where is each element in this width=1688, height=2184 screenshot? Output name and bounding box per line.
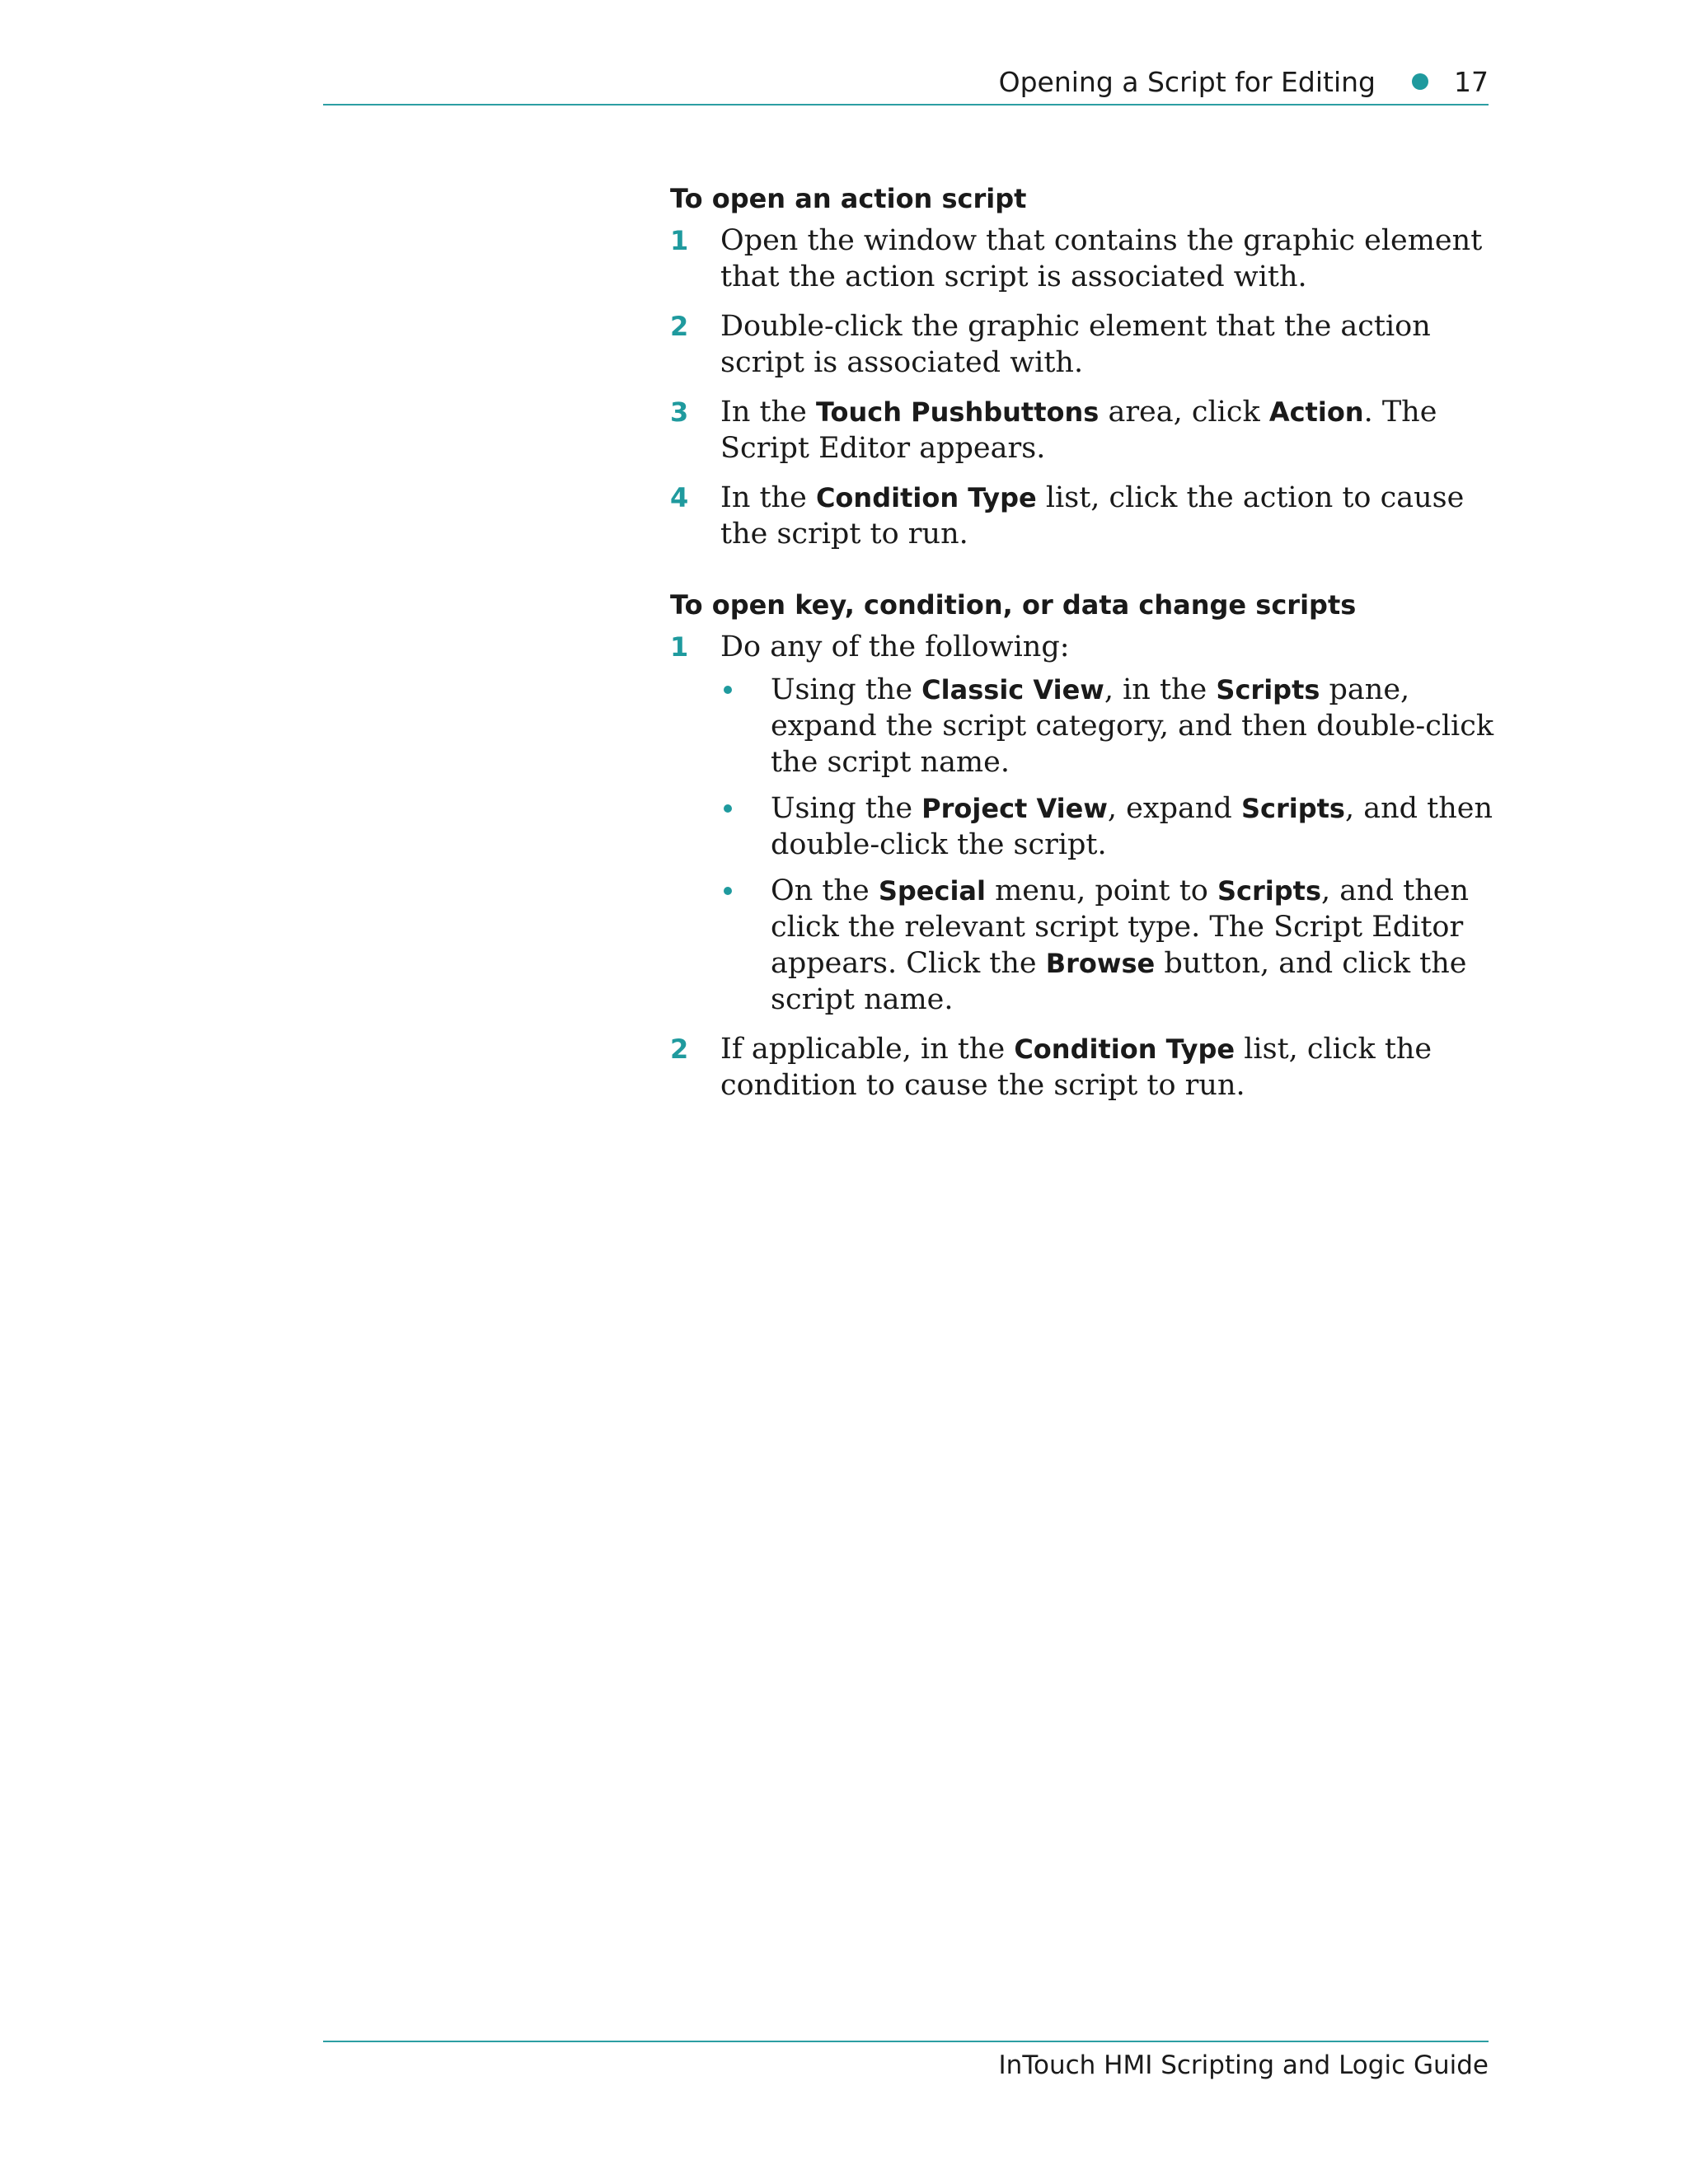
text-run: , and then click the relevant script type. The Script Editor appears. Click the (771, 874, 1470, 980)
text-run: Using the (771, 792, 922, 825)
ui-term: Touch Pushbuttons (815, 396, 1100, 428)
ui-term: Scripts (1217, 875, 1322, 907)
ui-term: Scripts (1240, 793, 1345, 824)
step-number: 2 (670, 311, 689, 342)
step-text: Double-click the graphic element that the action script is associated with. (720, 310, 1431, 379)
text-run: On the (771, 874, 879, 907)
text-run: menu, point to (985, 874, 1217, 907)
step-item (670, 1031, 1494, 1104)
step-text: Do any of the following: (720, 630, 1070, 663)
step-item (670, 629, 1494, 1018)
step-item (670, 480, 1494, 552)
step-item (670, 223, 1494, 295)
ui-term: Condition Type (815, 482, 1037, 513)
ui-term: Classic View (921, 674, 1104, 705)
text-run: , expand (1107, 792, 1241, 825)
text-run: area, click (1099, 396, 1269, 429)
procedure-heading-action-script: To open an action script (670, 183, 1027, 214)
step-text: Open the window that contains the graphic element that the action script is associated with. (720, 224, 1483, 293)
ui-term: Browse (1045, 948, 1156, 979)
text-run: , in the (1104, 673, 1217, 706)
step-number: 1 (670, 225, 689, 256)
text-run: list, click the action to cause the script to run. (720, 481, 1465, 551)
bullet-list (720, 672, 1494, 1018)
text-run: Using the (771, 673, 922, 706)
step-number: 4 (670, 482, 689, 513)
bullet-dot-icon (1412, 73, 1428, 90)
ui-term: Scripts (1216, 674, 1320, 705)
step-text (720, 481, 1464, 551)
step-number: 1 (670, 631, 689, 663)
step-text (720, 396, 1437, 465)
procedure-heading-key-condition-scripts: To open key, condition, or data change scripts (670, 589, 1357, 621)
step-item (670, 308, 1494, 381)
text-run: list, click the condition to cause the script to run. (720, 1033, 1432, 1102)
text-run: . The Script Editor appears. (720, 396, 1437, 465)
ui-term: Action (1268, 396, 1364, 428)
main-content (670, 183, 1494, 1117)
text-run: In the (720, 481, 816, 514)
text-run: In the (720, 396, 816, 429)
step-item (670, 394, 1494, 466)
text-run: If applicable, in the (720, 1033, 1015, 1066)
bullet-item (720, 672, 1494, 780)
bullet-icon (724, 686, 732, 694)
bullet-icon (724, 887, 732, 895)
text-run: , and then double-click the script. (771, 792, 1493, 861)
ui-term: Project View (921, 793, 1108, 824)
bullet-icon (724, 804, 732, 813)
text-run: pane, expand the script category, and then double-click the script name. (771, 673, 1494, 779)
ui-term: Condition Type (1014, 1033, 1236, 1065)
page-number: 17 (1454, 65, 1489, 98)
step-number: 3 (670, 396, 689, 428)
page-header (323, 59, 1489, 105)
bullet-item (720, 873, 1494, 1018)
page-footer (323, 2041, 1489, 2080)
guide-title: InTouch HMI Scripting and Logic Guide (998, 2050, 1489, 2080)
bullet-item (720, 790, 1494, 863)
text-run: button, and click the script name. (771, 947, 1467, 1016)
section-title: Opening a Script for Editing (998, 65, 1376, 98)
ui-term: Special (878, 875, 986, 907)
step-text (720, 1033, 1432, 1102)
step-number: 2 (670, 1033, 689, 1065)
